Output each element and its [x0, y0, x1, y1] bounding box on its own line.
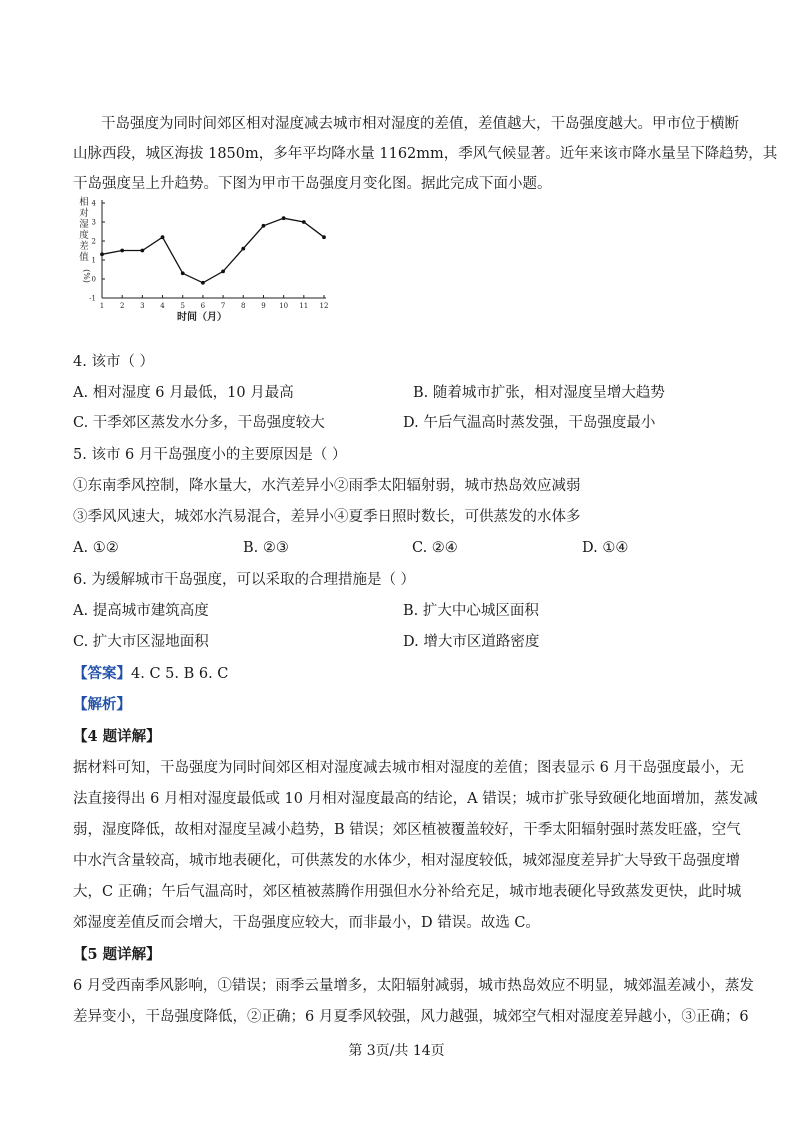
q5-option-a: A. ①② [73, 540, 119, 556]
x-tick-label: 7 [220, 302, 226, 310]
x-tick-label: 2 [119, 302, 125, 310]
q5-detail-tag: 【5 题详解】 [73, 946, 161, 963]
x-tick-label: 5 [180, 302, 185, 310]
x-tick-label: 4 [160, 302, 165, 310]
q4-detail-line-5: 大，C 正确；午后气温高时，郊区植被蒸腾作用强但水分补给充足，城市地表硬化导致蒸发更快，此时城 [73, 884, 742, 900]
q4-detail-line-6: 郊湿度差值反而会增大，干岛强度应较大，而非最小，D 错误。故选 C。 [73, 915, 540, 931]
y-tick-label: 0 [91, 275, 96, 284]
q4-detail-line-1: 据材料可知，干岛强度为同时间郊区相对湿度减去城市相对湿度的差值；图表显示 6 月干岛强度最小，无 [73, 760, 744, 776]
q5-statement-2: ③季风风速大，城郊水汽易混合，差异小④夏季日照时数长，可供蒸发的水体多 [73, 509, 581, 525]
q5-statement-1: ①东南季风控制，降水量大，水汽差异小②雨季太阳辐射弱，城市热岛效应减弱 [73, 478, 581, 494]
series-line [102, 218, 324, 283]
q6-option-c: C. 扩大市区湿地面积 [73, 634, 209, 650]
y-tick-label: 2 [91, 237, 96, 246]
q6-option-a: A. 提高城市建筑高度 [73, 603, 209, 619]
q6-stem: 6. 为缓解城市干岛强度，可以采取的合理措施是（ ） [73, 572, 416, 588]
data-point [181, 271, 185, 275]
q4-option-a: A. 相对湿度 6 月最低，10 月最高 [73, 385, 294, 401]
q4-stem: 4. 该市（ ） [73, 354, 155, 370]
answer-text: 4. C 5. B 6. C [131, 666, 229, 682]
y-axis-label-char: 值 [79, 252, 89, 263]
q4-detail-tag: 【4 题详解】 [73, 728, 161, 745]
data-point [201, 281, 205, 285]
x-tick-label: 9 [261, 302, 266, 310]
q4-option-c: C. 干季郊区蒸发水分多，干岛强度较大 [73, 415, 325, 431]
intro-line-1: 干岛强度为同时间郊区相对湿度减去城市相对湿度的差值，差值越大，干岛强度越大。甲市位于横断 [101, 116, 739, 132]
data-point [241, 247, 245, 251]
q5-option-b: B. ②③ [243, 540, 289, 556]
q4-detail-line-2: 法直接得出 6 月相对湿度最低或 10 月相对湿度最高的结论，A 错误；城市扩张导致硬化地面增加，蒸发减 [73, 791, 758, 807]
x-tick-label: 12 [319, 302, 329, 310]
page-footer: 第 3页/共 14页 [348, 1043, 445, 1059]
data-point [120, 249, 124, 253]
q4-option-b: B. 随着城市扩张，相对湿度呈增大趋势 [413, 385, 665, 401]
y-axis-label-char: 对 [79, 208, 89, 219]
data-point [161, 235, 165, 239]
dry-island-intensity-chart [74, 196, 336, 322]
y-tick-label: 4 [91, 199, 96, 208]
q6-option-b: B. 扩大中心城区面积 [403, 603, 539, 619]
y-axis-unit: (%) [82, 269, 91, 283]
x-tick-label: 6 [200, 302, 206, 310]
analysis-tag: 【解析】 [73, 696, 131, 713]
y-axis-label-char: 湿 [79, 219, 89, 230]
data-point [221, 270, 225, 274]
q4-option-d: D. 午后气温高时蒸发强，干岛强度最小 [403, 415, 656, 431]
y-axis-label-char: 相 [79, 197, 89, 208]
data-point [302, 220, 306, 224]
q5-detail-line-1: 6 月受西南季风影响，①错误；雨季云量增多，太阳辐射减弱，城市热岛效应不明显，城郊温差减小，蒸发 [73, 978, 754, 994]
x-tick-label: 11 [299, 302, 309, 310]
q5-option-d: D. ①④ [582, 540, 629, 556]
q5-option-c: C. ②④ [412, 540, 458, 556]
intro-line-3: 干岛强度呈上升趋势。下图为甲市干岛强度月变化图。据此完成下面小题。 [73, 176, 552, 192]
y-tick-label: -1 [89, 294, 96, 303]
q4-detail-line-4: 中水汽含量较高，城市地表硬化，可供蒸发的水体少，相对湿度较低，城郊湿度差异扩大导致干岛强度增 [73, 853, 740, 869]
data-point [322, 235, 326, 239]
x-tick-label: 3 [140, 302, 145, 310]
q4-detail-line-3: 弱，湿度降低，故相对湿度呈减小趋势，B 错误；郊区植被覆盖较好，干季太阳辐射强时蒸发旺盛，空气 [73, 822, 741, 838]
answer-line [73, 664, 228, 684]
y-tick-label: 3 [91, 218, 96, 227]
x-tick-label: 1 [99, 302, 105, 310]
y-tick-label: 1 [91, 256, 96, 265]
y-axis-label-char: 度 [79, 230, 89, 241]
data-point [100, 252, 104, 256]
intro-line-2: 山脉西段，城区海拔 1850m，多年平均降水量 1162mm，季风气候显著。近年来该市降水量呈下降趋势，其 [73, 146, 778, 162]
data-point [262, 224, 266, 228]
q5-stem: 5. 该市 6 月干岛强度小的主要原因是（ ） [73, 447, 347, 463]
q5-detail-line-2: 差异变小，干岛强度降低，②正确；6 月夏季风较强，风力越强，城郊空气相对湿度差异越小，③正确；6 [73, 1009, 749, 1025]
x-tick-label: 10 [279, 302, 289, 310]
y-axis-label-char: 差 [79, 241, 89, 252]
x-tick-label: 8 [241, 302, 246, 310]
data-point [140, 249, 144, 253]
data-point [282, 216, 286, 220]
q6-option-d: D. 增大市区道路密度 [403, 634, 540, 650]
answer-tag: 【答案】 [73, 665, 131, 682]
x-axis-label: 时间（月） [177, 312, 227, 322]
